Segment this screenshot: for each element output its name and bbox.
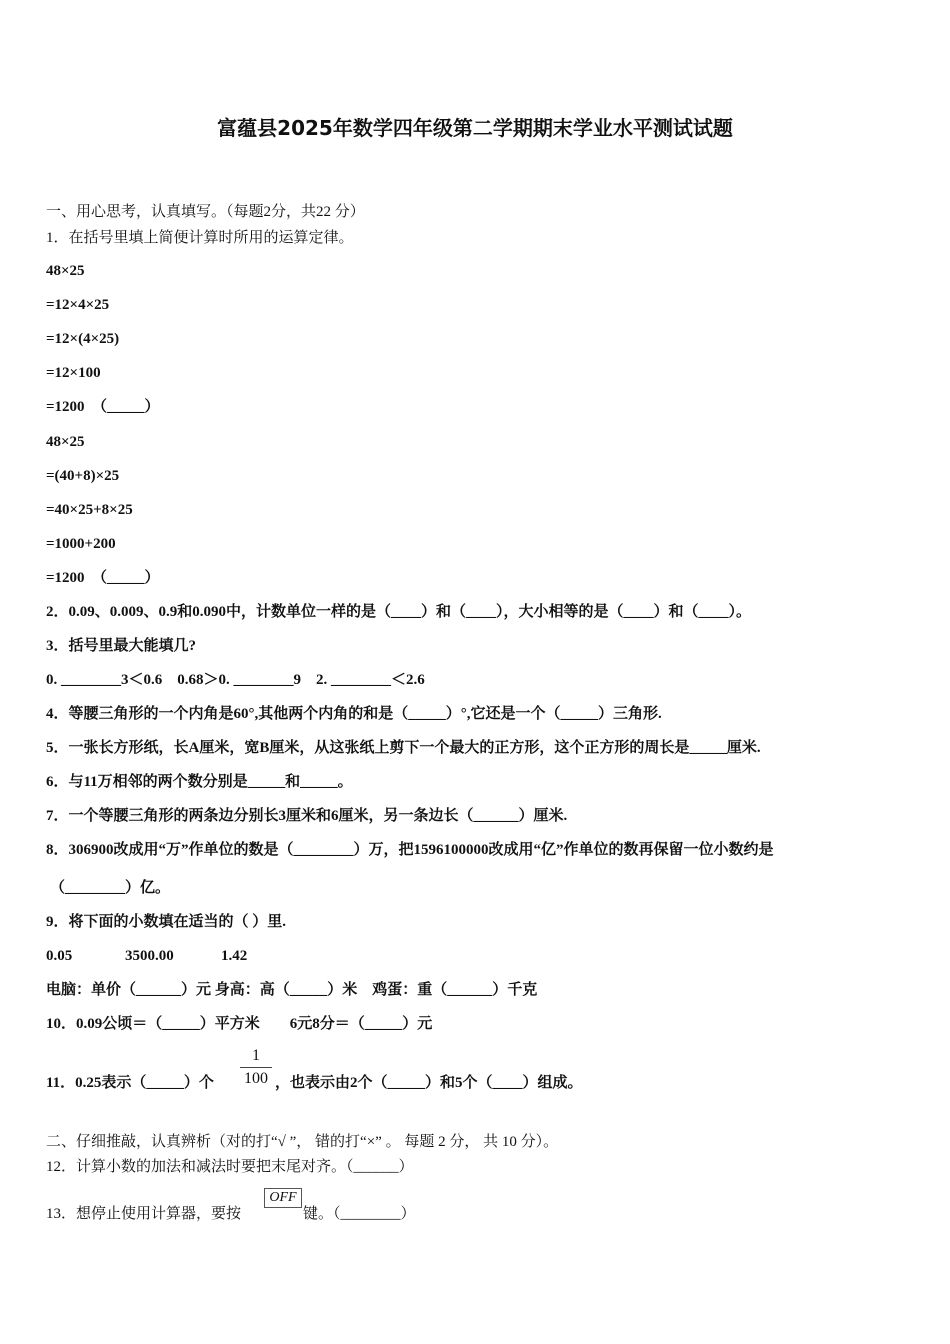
fraction-denominator: 100 (244, 1070, 268, 1087)
calc-line: =(40+8)×25 (46, 468, 120, 484)
question-13-part-b: 键。（________） (303, 1206, 416, 1222)
calc-line-answer: =1200 （_____） (46, 570, 160, 586)
calc-line: =12×4×25 (46, 297, 110, 313)
question-2: 2．0.09、0.009、0.9和0.090中，计数单位一样的是（____）和（____），大小相等的是（____）和（____）。 (46, 604, 752, 620)
calc-line: =12×(4×25) (46, 331, 120, 347)
question-11-part-a: 11．0.25表示（_____）个 (46, 1075, 214, 1091)
question-6: 6．与11万相邻的两个数分别是_____和_____。 (46, 774, 353, 790)
question-8-continued: （________）亿。 (50, 880, 171, 896)
decimal-option: 0.05 (46, 948, 73, 964)
question-13-part-a: 13．想停止使用计算器，要按 (46, 1206, 242, 1222)
fraction-one-hundredth (240, 1046, 272, 1089)
question-3: 3．括号里最大能填几? (46, 638, 197, 654)
question-8: 8．306900改成用“万”作单位的数是（________）万，把1596100000改成用“亿”作单位的数再保留一位小数约是 (46, 842, 774, 858)
question-11-part-b: ，也表示由2个（_____）和5个（____）组成。 (275, 1075, 583, 1091)
question-9-blanks: 电脑：单价（______）元 身高：高（_____）米 鸡蛋：重（______）千克 (46, 982, 538, 998)
question-5: 5．一张长方形纸，长A厘米，宽B厘米，从这张纸上剪下一个最大的正方形，这个正方形的周长是_____厘米. (46, 740, 761, 756)
question-3-line: 0. ________3＜0.6 0.68＞0. ________9 2. ________＜2.6 (46, 672, 425, 688)
question-12: 12．计算小数的加法和减法时要把末尾对齐。（______） (46, 1159, 414, 1175)
page-title: 富蕴县2025年数学四年级第二学期期末学业水平测试试题 (217, 116, 733, 140)
calc-line: 48×25 (46, 434, 85, 450)
off-key-icon: OFF (264, 1188, 302, 1208)
calc-line: =1000+200 (46, 536, 116, 552)
section-2-heading: 二、仔细推敲，认真辨析（对的打“√ ”， 错的打“×” 。 每题 2 分， 共 10 分）。 (46, 1134, 559, 1150)
calc-line: 48×25 (46, 263, 85, 279)
calc-line-answer: =1200 （_____） (46, 399, 160, 415)
calc-line: =12×100 (46, 365, 101, 381)
section-1-heading: 一、用心思考，认真填写。（每题2分，共22 分） (46, 204, 365, 220)
question-9: 9．将下面的小数填在适当的（ ）里. (46, 914, 287, 930)
decimal-option: 1.42 (221, 948, 248, 964)
calc-line: =40×25+8×25 (46, 502, 133, 518)
question-10: 10．0.09公顷＝（_____）平方米 6元8分＝（_____）元 (46, 1016, 433, 1032)
question-1: 1．在括号里填上简便计算时所用的运算定律。 (46, 230, 354, 246)
fraction-numerator: 1 (252, 1047, 260, 1064)
question-4: 4．等腰三角形的一个内角是60°,其他两个内角的和是（_____）°,它还是一个（_____）三角形. (46, 706, 662, 722)
fraction-bar (240, 1067, 272, 1068)
decimal-option: 3500.00 (125, 948, 174, 964)
question-7: 7．一个等腰三角形的两条边分别长3厘米和6厘米，另一条边长（______）厘米. (46, 808, 568, 824)
